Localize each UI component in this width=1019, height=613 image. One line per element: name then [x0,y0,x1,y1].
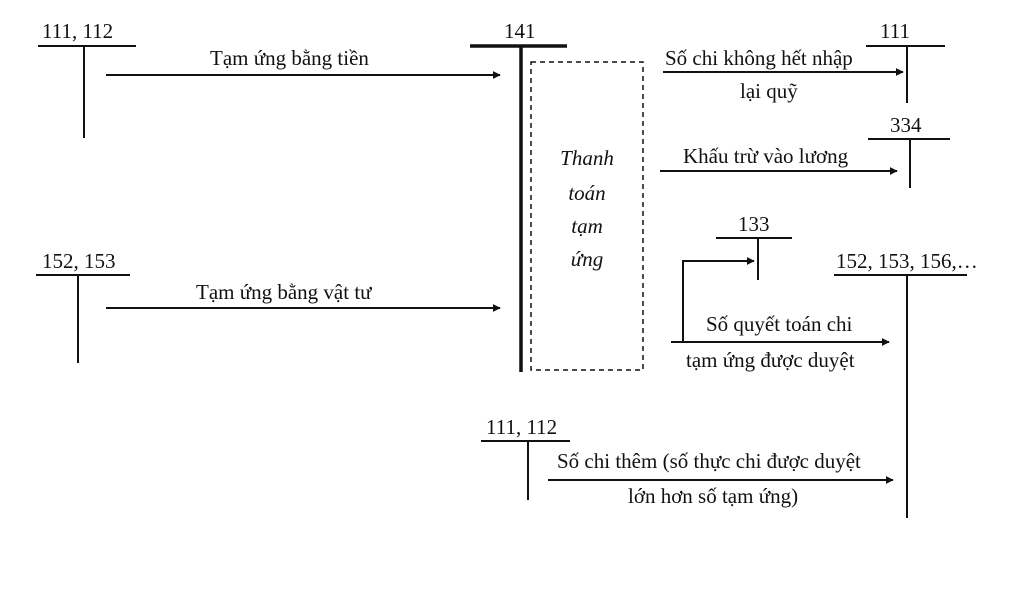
flow-khau-tru-luong [660,144,897,171]
t-account-152-153 [36,249,130,363]
flow-quyet-toan [671,312,889,372]
label-chi-them-1: Số chi thêm (số thực chi được duyệt [557,449,861,473]
flow-so-chi-khong-het [663,46,903,103]
label-so-chi-khong-het-2: lại quỹ [740,79,798,103]
t-account-334 [868,113,950,188]
label-chi-them-2: lớn hơn số tạm ứng) [628,484,799,508]
box-line-4: ứng [570,247,604,271]
account-label-141: 141 [504,19,536,43]
flow-tam-ung-vat-tu [106,280,500,308]
box-line-1: Thanh [560,146,614,170]
account-label-152-153: 152, 153 [42,249,116,273]
t-account-111-112-top [38,19,136,138]
label-quyet-toan-2: tạm ứng được duyệt [686,348,855,372]
account-label-111-right: 111 [880,19,910,43]
t-account-111-right [866,19,945,103]
account-label-152-153-156: 152, 153, 156,… [836,249,978,273]
label-so-chi-khong-het-1: Số chi không hết nhập [665,46,853,70]
dashed-box-thanh-toan-tam-ung [531,62,643,370]
account-label-111-112-top: 111, 112 [42,19,114,43]
flow-tam-ung-tien [106,46,500,75]
account-label-334: 334 [890,113,922,137]
t-account-141 [470,19,567,372]
t-account-133 [716,212,792,280]
account-label-111-112-bottom: 111, 112 [486,415,558,439]
label-khau-tru-luong: Khấu trừ vào lương [683,144,849,168]
label-tam-ung-tien: Tạm ứng bằng tiền [210,46,369,70]
label-quyet-toan-1: Số quyết toán chi [706,312,853,336]
box-line-3: tạm [571,214,603,238]
label-tam-ung-vat-tu: Tạm ứng bằng vật tư [196,280,372,304]
flow-chi-them [548,449,893,508]
box-line-2: toán [568,181,606,205]
t-account-152-153-156 [834,249,978,518]
account-label-133: 133 [738,212,770,236]
